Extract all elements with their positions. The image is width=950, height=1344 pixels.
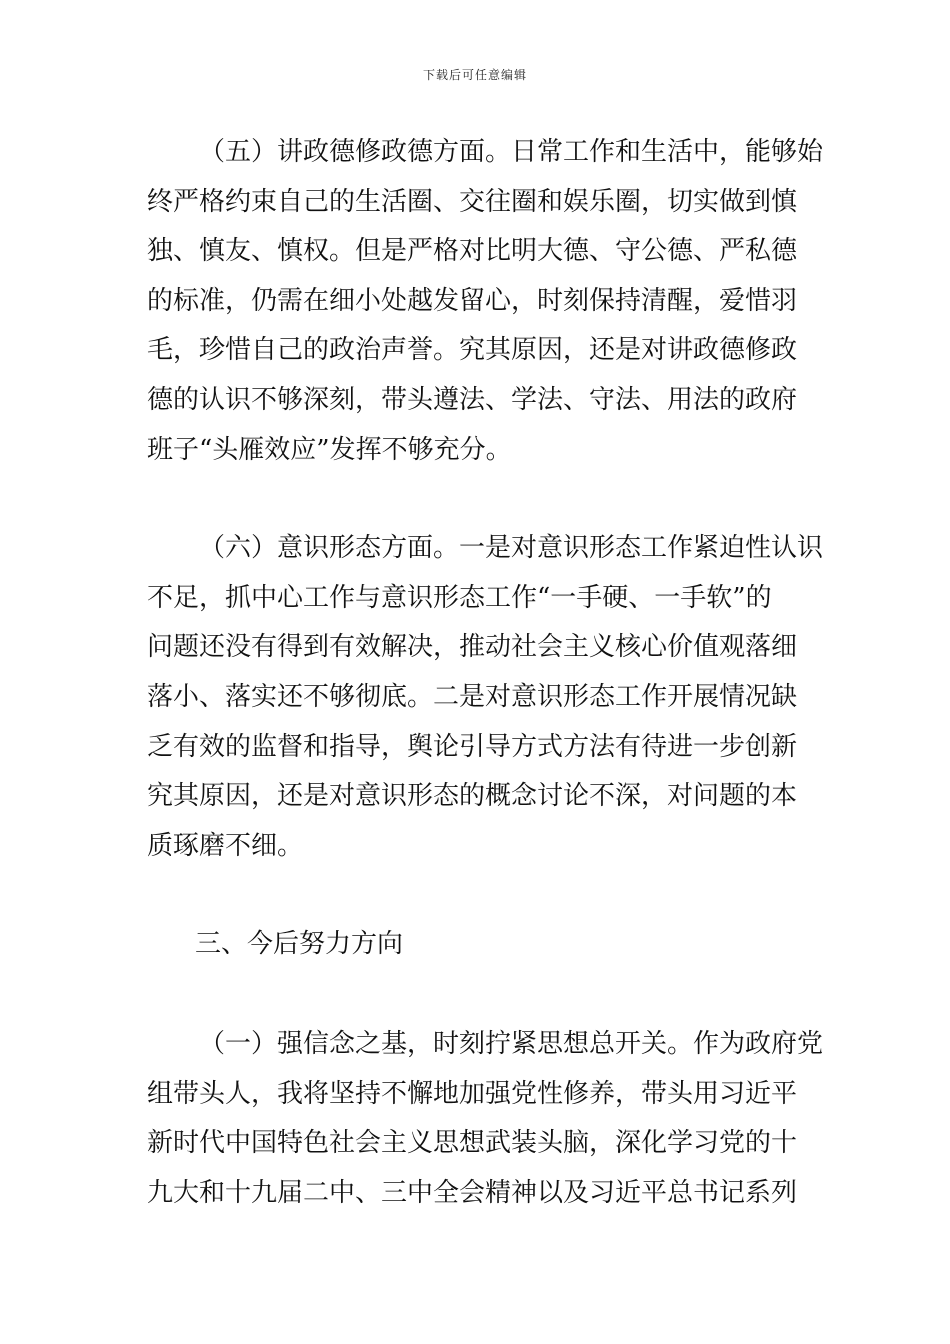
text-line: （一）强信念之基，时刻拧紧思想总开关。作为政府党 xyxy=(199,1028,824,1059)
text-line: 乏有效的监督和指导，舆论引导方式方法有待进一步创新 xyxy=(147,731,798,762)
paragraph-faith-foundation xyxy=(147,1020,824,1218)
text-line: 九大和十九届二中、三中全会精神以及习近平总书记系列 xyxy=(147,1177,798,1208)
document-body xyxy=(147,128,824,1218)
text-line: 德的认识不够深刻，带头遵法、学法、守法、用法的政府 xyxy=(147,384,798,415)
text-line: 终严格约束自己的生活圈、交往圈和娱乐圈，切实做到慎 xyxy=(147,186,798,217)
text-line: （五）讲政德修政德方面。日常工作和生活中，能够始 xyxy=(199,137,824,167)
text-line: 新时代中国特色社会主义思想武装头脑，深化学习党的十 xyxy=(147,1128,798,1159)
paragraph-ideology xyxy=(147,524,824,871)
section-heading: 三、今后努力方向 xyxy=(195,929,404,960)
text-line: 问题还没有得到有效解决，推动社会主义核心价值观落细 xyxy=(147,632,798,663)
text-line: 不足，抓中心工作与意识形态工作“一手硬、一手软”的 xyxy=(147,582,772,613)
text-line: （六）意识形态方面。一是对意识形态工作紧迫性认识 xyxy=(199,533,824,564)
paragraph-political-ethics xyxy=(147,128,824,475)
text-line: 质琢磨不细。 xyxy=(147,830,304,861)
text-line: 究其原因，还是对意识形态的概念讨论不深，对问题的本 xyxy=(147,781,798,812)
text-line: 独、慎友、慎权。但是严格对比明大德、守公德、严私德 xyxy=(147,236,798,267)
text-line: 毛，珍惜自己的政治声誉。究其原因，还是对讲政德修政 xyxy=(147,335,798,366)
text-line: 落小、落实还不够彻底。二是对意识形态工作开展情况缺 xyxy=(147,681,798,712)
text-line: 班子“头雁效应”发挥不够充分。 xyxy=(147,434,512,465)
page-header-note: 下载后可任意编辑 xyxy=(422,68,527,82)
text-line: 组带头人，我将坚持不懈地加强党性修养，带头用习近平 xyxy=(147,1078,798,1109)
text-line: 的标准，仍需在细小处越发留心，时刻保持清醒，爱惜羽 xyxy=(147,285,798,316)
